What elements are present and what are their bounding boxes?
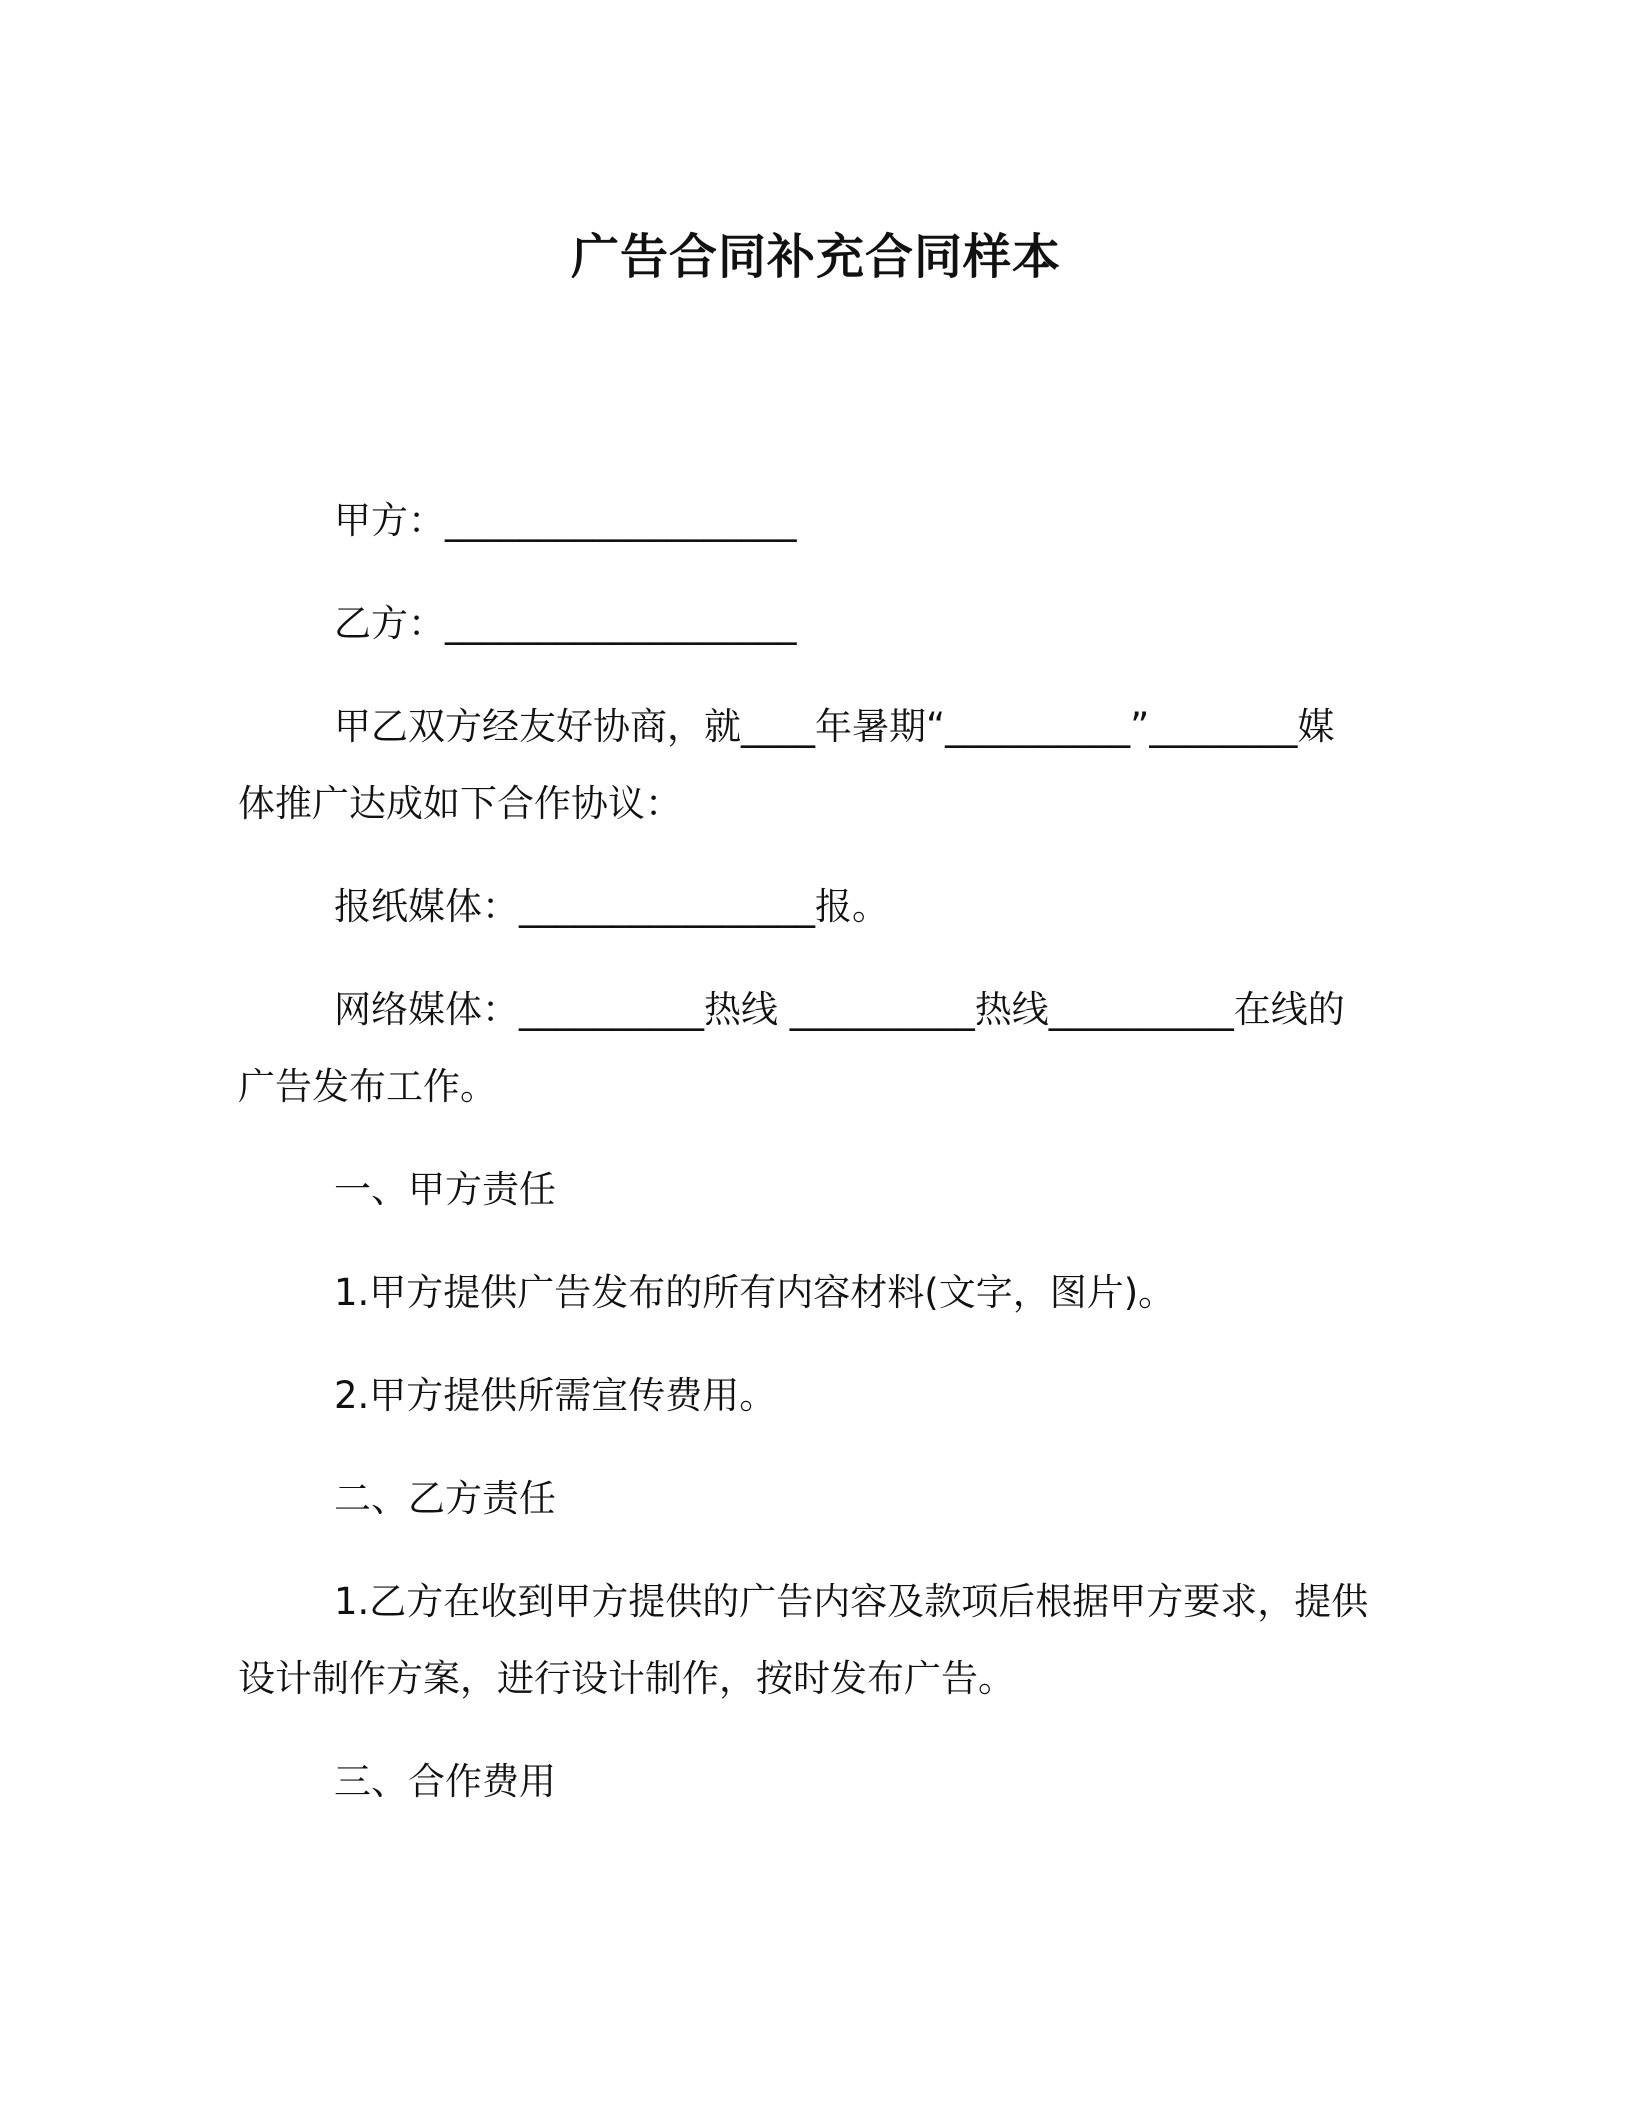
document-title: 广告合同补充合同样本: [570, 229, 1061, 285]
party-b-item-1-line-2: 设计制作方案，进行设计制作，按时发布广告。: [238, 1657, 1015, 1700]
section-heading-party-b: 二、乙方责任: [334, 1477, 556, 1520]
party-b-item-1-line-1: 1.乙方在收到甲方提供的广告内容及款项后根据甲方要求，提供: [334, 1580, 1369, 1623]
intro-paragraph-line-2: 体推广达成如下合作协议：: [238, 782, 682, 825]
party-a-line: 甲方：___________________: [334, 499, 797, 542]
party-a-item-1: 1.甲方提供广告发布的所有内容材料(文字，图片)。: [334, 1271, 1176, 1314]
newspaper-media-line: 报纸媒体：________________报。: [334, 885, 889, 928]
section-heading-fees: 三、合作费用: [334, 1760, 556, 1803]
online-media-line-1: 网络媒体：__________热线 __________热线__________在线的: [334, 988, 1345, 1031]
party-a-item-2: 2.甲方提供所需宣传费用。: [334, 1374, 777, 1417]
intro-paragraph-line-1: 甲乙双方经友好协商，就____年暑期“__________”________媒: [334, 705, 1335, 748]
party-b-line: 乙方：___________________: [334, 602, 797, 645]
section-heading-party-a: 一、甲方责任: [334, 1168, 556, 1211]
online-media-line-2: 广告发布工作。: [238, 1065, 497, 1108]
